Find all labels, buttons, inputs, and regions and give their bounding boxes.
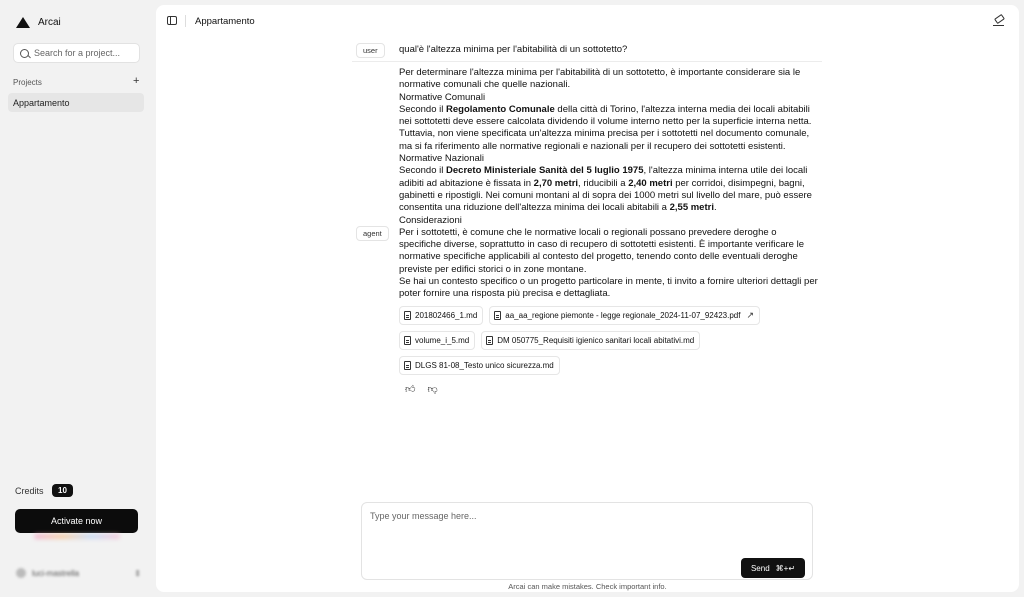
app-logo[interactable] [16, 17, 61, 28]
user-name: luci-mastrella [32, 568, 80, 578]
user-message: qual'è l'altezza minima per l'abitabilità di un sottotetto? [399, 44, 628, 55]
feedback-buttons [405, 383, 438, 395]
answer-paragraph-closing: Se hai un contesto specifico o un progetto particolare in mente, ti invito a fornire ulteriori dettagli per poter fornire una risposta più precisa e dettagliata. [399, 276, 818, 300]
sidebar [0, 0, 154, 597]
file-icon [486, 336, 493, 345]
source-chip[interactable] [399, 306, 483, 325]
source-chip[interactable] [399, 356, 560, 375]
sidebar-item-appartamento[interactable] [8, 93, 144, 112]
source-filename: volume_i_5.md [415, 336, 470, 345]
send-shortcut: ⌘+↵ [775, 563, 796, 573]
sidebar-toggle-icon[interactable] [167, 16, 177, 25]
chevron-updown-icon: ⇕ [134, 568, 141, 578]
thumbs-up-icon[interactable]: 👍︎ [405, 384, 416, 395]
agent-message [399, 67, 819, 301]
eraser-base [993, 25, 1004, 26]
file-icon [404, 311, 411, 320]
send-button[interactable] [741, 558, 805, 578]
message-divider [352, 61, 822, 62]
eraser-icon[interactable] [994, 14, 1005, 24]
project-search[interactable] [13, 43, 140, 63]
file-icon [404, 336, 411, 345]
answer-paragraph-considerazioni: Per i sottotetti, è comune che le normative locali o regionali possano prevedere deroghe o specifiche diverse, soprattutto in caso di recupero di sottotetti esistenti. È importante verificare le normative specifiche applicabili al contesto del progetto, tenendo conto delle eventuali deroghe previste per edifici storici o in zone montane. [399, 226, 805, 275]
page-title: Appartamento [195, 16, 255, 27]
search-input[interactable] [34, 48, 134, 58]
logo-triangle-icon [16, 17, 30, 28]
answer-heading-comunali: Normative Comunali [399, 91, 486, 103]
source-chip[interactable] [481, 331, 700, 350]
projects-label: Projects [13, 78, 42, 87]
external-link-icon[interactable]: ↗ [746, 310, 754, 320]
thumbs-down-icon[interactable]: 👎︎ [427, 384, 438, 395]
main-panel [156, 5, 1019, 592]
agent-role-tag: agent [356, 226, 389, 241]
header-divider [185, 15, 186, 27]
source-filename: 201802466_1.md [415, 311, 478, 320]
source-filename: aa_aa_regione piemonte - legge regionale_2024-11-07_92423.pdf [505, 311, 741, 320]
source-chip[interactable] [399, 331, 475, 350]
user-menu[interactable] [16, 566, 141, 580]
file-icon [494, 311, 501, 320]
source-filename: DLGS 81-08_Testo unico sicurezza.md [415, 361, 554, 370]
answer-heading-nazionali: Normative Nazionali [399, 153, 485, 165]
user-role-tag: user [356, 43, 385, 58]
add-project-icon[interactable]: + [133, 75, 140, 87]
sidebar-item-label: Appartamento [13, 97, 70, 108]
answer-intro: Per determinare l'altezza minima per l'abitabilità di un sottotetto, è importante considerare sia le normative comunali che quelle nazionali. [399, 67, 801, 91]
message-composer [361, 502, 813, 580]
activate-glow [34, 534, 120, 539]
credits-label: Credits [15, 486, 44, 496]
avatar [16, 568, 26, 578]
search-icon [20, 49, 29, 58]
answer-paragraph-comunali: Secondo il Regolamento Comunale della città di Torino, l'altezza interna media dei locali abitabili nei sottotetti deve essere calcolata dividendo il volume interno netto per la superficie interna netta. Tuttavia, non viene specificata un'altezza minima precisa per i sottotetti nel documento comunale, ma si fa riferimento alle normative regionali e nazionali per il recupero dei sottotetti esistenti. [399, 103, 812, 152]
source-filename: DM 050775_Requisiti igienico sanitari locali abitativi.md [497, 336, 695, 345]
source-list [399, 306, 819, 375]
answer-heading-considerazioni: Considerazioni [399, 214, 462, 226]
source-chip[interactable] [489, 306, 760, 325]
app-name: Arcai [38, 17, 61, 28]
message-input[interactable] [370, 511, 730, 541]
disclaimer-text: Arcai can make mistakes. Check important info. [508, 582, 667, 591]
send-label: Send [750, 563, 770, 573]
answer-paragraph-nazionali: Secondo il Decreto Ministeriale Sanità del 5 luglio 1975, l'altezza minima interna utile dei locali adibiti ad abitazione è fissata in 2,70 metri, riducibili a 2,40 metri per corridoi, disimpegni, bagni, gabinetti e ripostigli. Nei comuni montani al di sopra dei 1000 metri sul livello del mare, può essere consentita una riduzione dell'altezza minima dei locali abitabili a 2,55 metri. [399, 165, 812, 214]
file-icon [404, 361, 411, 370]
activate-now-button[interactable]: Activate now [15, 509, 138, 533]
credits-badge: 10 [52, 484, 73, 497]
